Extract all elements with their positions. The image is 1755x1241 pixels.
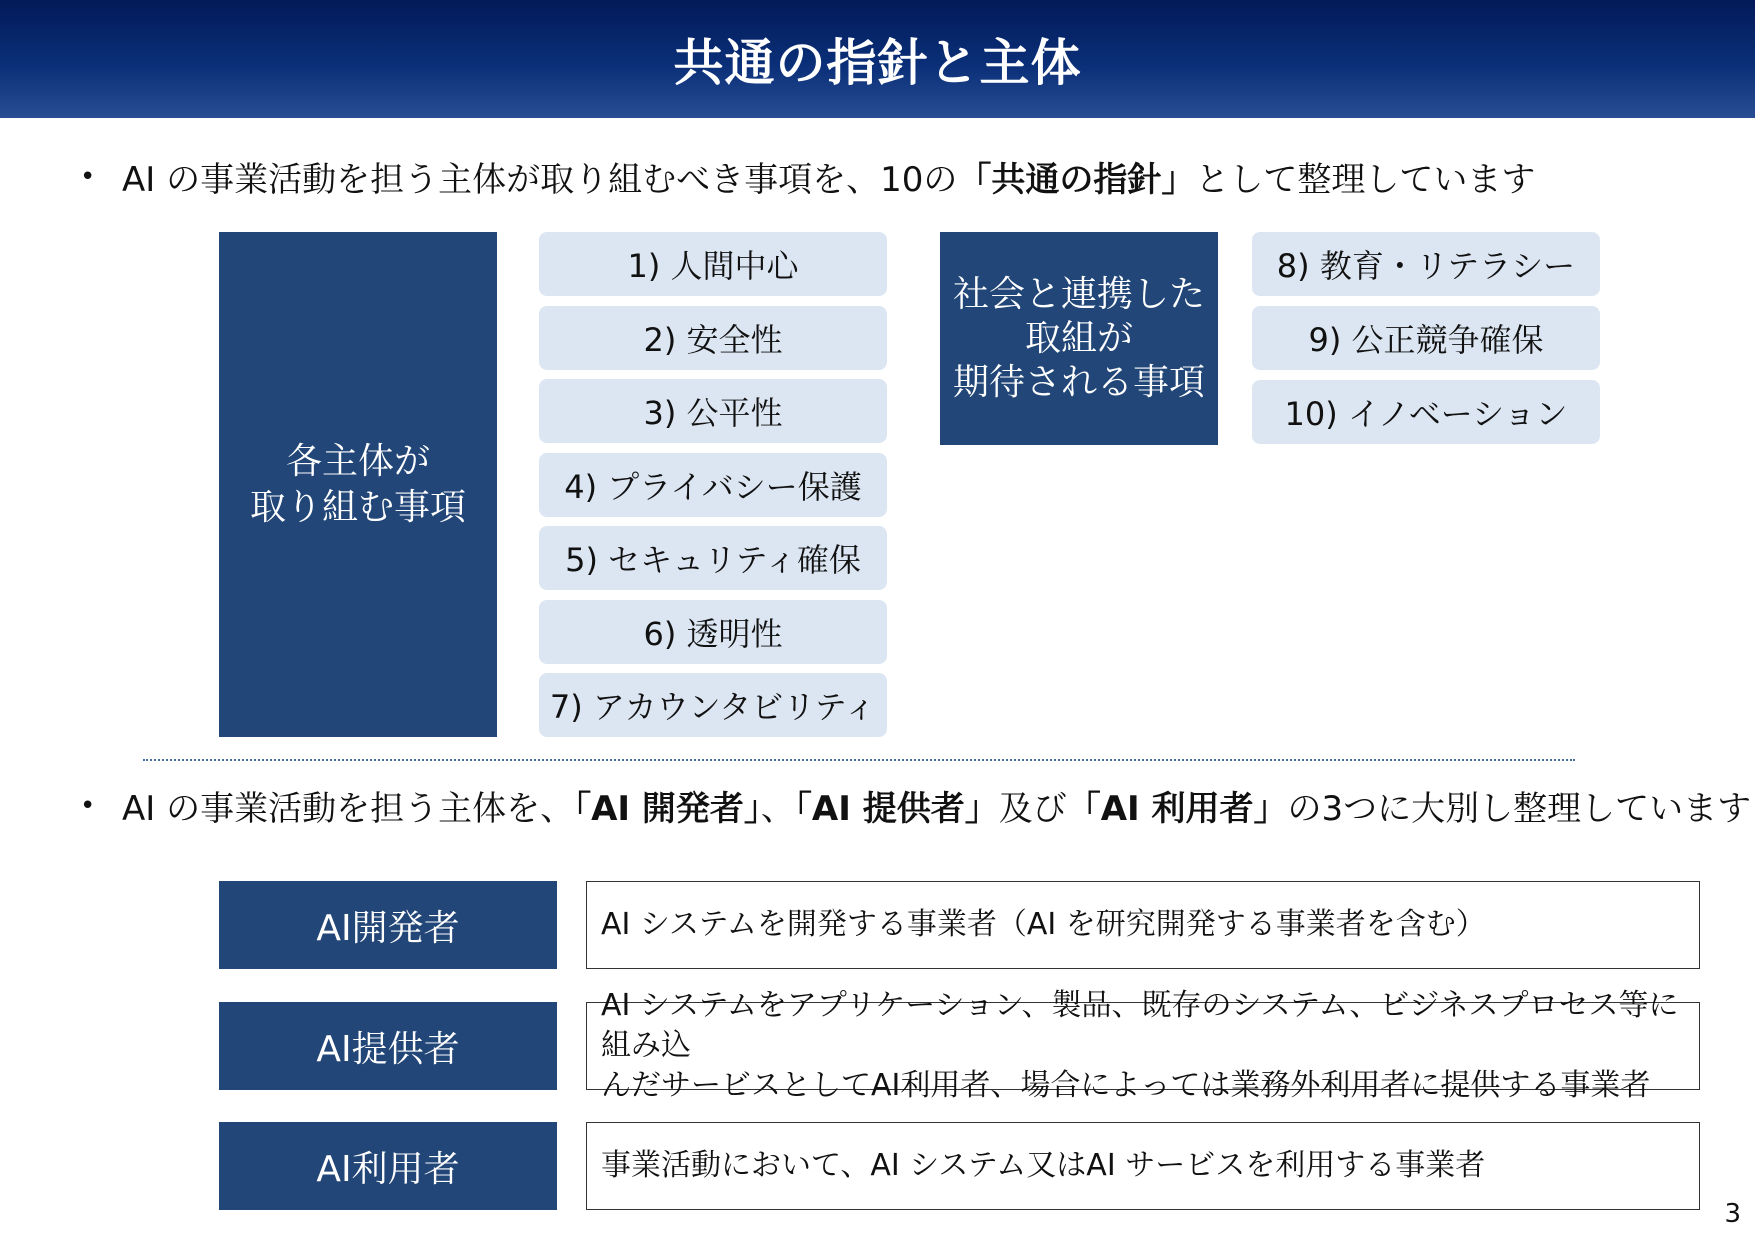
guideline-item-7: 7) アカウンタビリティ <box>539 673 887 737</box>
role-ai-provider-desc-line1: AI システムをアプリケーション、製品、既存のシステム、ビジネスプロセス等に組み込 <box>601 988 1679 1063</box>
guideline-item-8: 8) 教育・リテラシー <box>1252 232 1600 296</box>
bullet2-text <box>122 781 1751 830</box>
bullet-common-guidelines <box>80 152 1535 201</box>
group-right-line3: 期待される事項 <box>952 361 1205 403</box>
role-ai-developer-description <box>586 881 1700 969</box>
group-left-line1: 各主体が <box>285 440 430 482</box>
group-right-line1: 社会と連携した <box>952 273 1205 315</box>
section-divider <box>143 759 1575 761</box>
bullet1-bold: 「共通の指針」 <box>957 160 1196 200</box>
role-ai-provider-description <box>586 988 1700 1103</box>
guideline-item-10: 10) イノベーション <box>1252 380 1600 444</box>
bullet1-prefix: AI の事業活動を担う主体が取り組むべき事項を、10の <box>122 160 958 200</box>
group-left-line2: 取り組む事項 <box>249 486 466 528</box>
title-bar <box>0 0 1755 118</box>
guideline-item-4: 4) プライバシー保護 <box>539 453 887 517</box>
page-number: 3 <box>1724 1199 1741 1229</box>
bullet-dot-icon: • <box>80 790 96 821</box>
bullet2-part1: AI の事業活動を担う主体を、 <box>122 789 575 829</box>
bullet-dot-icon: • <box>80 161 96 192</box>
guideline-item-3: 3) 公平性 <box>539 379 887 443</box>
role-ai-developer: AI開発者 <box>219 881 557 969</box>
guideline-item-9: 9) 公正競争確保 <box>1252 306 1600 370</box>
bullet2-part4: の3つに大別し整理しています <box>1287 789 1752 829</box>
group-right-label <box>940 232 1218 445</box>
bullet2-bold-user: 「AI 利用者」 <box>1066 789 1288 829</box>
guideline-item-2: 2) 安全性 <box>539 306 887 370</box>
bullet2-bold-developer: 「AI 開発者」 <box>574 789 761 829</box>
role-ai-provider: AI提供者 <box>219 1002 557 1090</box>
group-left-label <box>219 232 497 737</box>
page-title: 共通の指針と主体 <box>673 34 1082 92</box>
guideline-item-1: 1) 人間中心 <box>539 232 887 296</box>
role-ai-user-description <box>586 1122 1700 1210</box>
bullet2-bold-provider: 「AI 提供者」 <box>794 789 999 829</box>
role-ai-user-desc-line1: 事業活動において、AI システム又はAI サービスを利用する事業者 <box>601 1148 1486 1183</box>
bullet-ai-actors <box>80 781 1751 830</box>
bullet2-part3: 及び <box>998 789 1067 829</box>
group-right-line2: 取組が <box>1024 317 1133 359</box>
role-ai-developer-desc-line1: AI システムを開発する事業者（AI を研究開発する事業者を含む） <box>601 907 1486 942</box>
bullet2-part2: 、 <box>760 789 795 829</box>
guideline-item-6: 6) 透明性 <box>539 600 887 664</box>
bullet1-suffix: として整理しています <box>1195 160 1536 200</box>
bullet1-text <box>122 152 1535 201</box>
role-ai-user: AI利用者 <box>219 1122 557 1210</box>
role-ai-provider-desc-line2: んだサービスとしてAI利用者、場合によっては業務外利用者に提供する事業者 <box>601 1068 1651 1103</box>
guideline-item-5: 5) セキュリティ確保 <box>539 526 887 590</box>
